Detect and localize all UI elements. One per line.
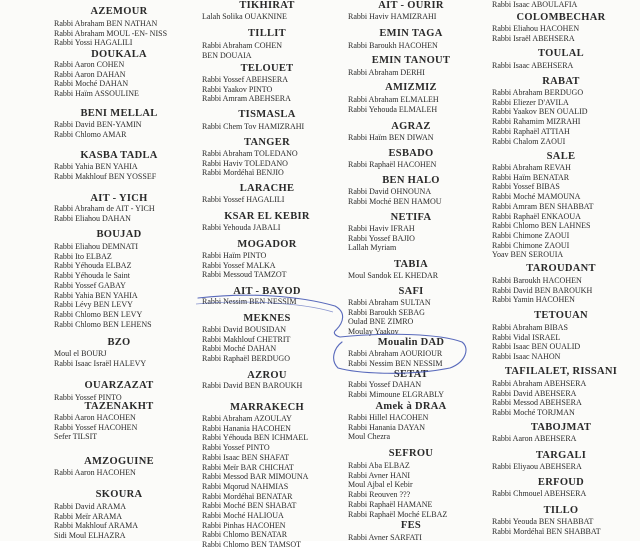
list-item: Rabbi Hanania HACOHEN [202,423,291,433]
list-item: Rabbi Chimone ZAOUI [492,230,570,240]
list-item: Rabbi Nessim BEN NESSIM [202,297,297,306]
name-list-tanger [202,149,338,178]
list-item: Sefer TILSIT [54,432,98,442]
name-list-agraz [348,133,480,143]
name-list-doukala [54,60,190,99]
list-item: Rabbi David ARAMA [54,502,126,511]
name-list-boujad [54,242,190,329]
list-item: Rabbi Eliezer D'AVILA [492,97,569,107]
city-heading-agraz: AGRAZ [391,121,431,132]
list-item: Rabbi Aaron COHEN [54,60,125,69]
city-heading-setat: SETAT [393,369,429,380]
list-item: Rabbi Moché HALIOUA [202,511,284,521]
list-item: Rabbi Yossef MALKA [202,260,276,270]
name-list-kasba-tadla [54,162,190,181]
list-item: Rabbi Abraham BIBAS [492,323,568,332]
list-item: Rabbi Baroukh HACOHEN [348,41,438,50]
name-list-tazenakht [54,413,190,442]
name-list-mogador [202,251,338,280]
list-item: Rabbi Moché DAHAN [202,344,277,354]
list-item: Rabbi David BEN-YAMIN [54,120,142,129]
list-item: Rabbi Mimoune ELGRABLY [348,389,445,399]
list-item: Rabbi Yamin HACOHEN [492,295,575,305]
name-list-azrou [202,381,338,391]
list-item: Rabbi Yeouda BEN SHABBAT [492,517,594,526]
city-heading-targali: TARGALI [535,450,587,461]
list-item: Rabbi Abraham TOLEDANO [202,149,298,158]
list-item: Rabbi Makhlouf BEN YOSSEF [54,171,157,181]
list-item: Rabbi Moché BEN HAMOU [348,196,442,206]
name-list-targali [492,462,636,472]
list-item: Rabbi Yossef BAJIO [348,233,415,243]
name-list-ben-halo [348,187,480,206]
city-heading-moualin-dad: Moualin DAD [377,337,445,348]
city-heading-telouet: TELOUET [240,63,294,74]
name-list-azemour [54,19,190,48]
list-item: Rabbi Yaakov BEN OUALID [492,107,588,117]
list-item: Moulay Yaakov [348,327,399,337]
list-item: Rabbi Raphaël Moché ELBAZ [348,509,448,519]
list-item: Yoav BEN SEROUIA [492,250,564,260]
list-item: Rabbi Nessim BEN NESSIM [348,358,443,368]
list-item: Moul Chezra [348,432,390,442]
city-heading-tafilalet-rissani: TAFILALET, RISSANI [504,366,618,377]
list-item: Rabbi Moché MAMOUNA [492,192,581,202]
list-item: Rabbi Avner HANI [348,470,411,480]
list-item: Rabbi Yehouda JABALI [202,223,281,232]
name-list-tikhirat [202,12,338,22]
list-item: Rabbi Aaron DAHAN [54,69,126,79]
city-heading-azrou: AZROU [247,370,287,381]
list-item: Rabbi Eliyaou ABEHSERA [492,462,582,471]
city-heading-netifa: NETIFA [390,212,432,223]
city-heading-esbado: ESBADO [388,148,434,159]
list-item: Rabbi Mordéhaï BENJIO [202,168,284,178]
list-item: Rabbi Haviv IFRAH [348,224,415,233]
list-item: Rabbi Makhlouf CHETRIT [202,334,291,344]
list-item: Rabbi Abraham de AIT - YICH [54,204,155,213]
list-item: Rabbi Chmouel ABEHSERA [492,489,587,498]
city-heading-tikhirat: TIKHIRAT [239,0,295,11]
list-item: Rabbi Isaac ABOULAFIA [492,0,578,9]
list-item: Rabbi Pinhas HACOHEN [202,520,286,530]
name-list-tillo [492,517,636,536]
list-item: Rabbi Chimone ZAOUI [492,240,570,250]
name-list-section [492,0,636,10]
city-heading-mogador: MOGADOR [237,239,297,250]
list-item: Rabbi Raphaël ENKAOUA [492,211,581,221]
list-item: Rabbi Amram ABEHSERA [202,94,291,104]
list-item: Rabbi Abraham COHEN [202,41,282,50]
city-heading-ouarzazat: OUARZAZAT [84,380,154,391]
list-item: Rabbi Chlomo BEN LEHENS [54,319,152,329]
list-item: Rabbi Yéhouda BEN ICHMAEL [202,433,309,443]
list-item: Rabbi Eliahou DEMNATI [54,242,138,251]
list-item: Rabbi Moché TORJMAN [492,408,575,418]
name-list-telouet [202,75,338,104]
list-item: Rabbi Yossef HAGALILI [202,195,285,204]
city-heading-larache: LARACHE [239,183,295,194]
city-heading-emin-taga: EMIN TAGA [379,28,443,39]
city-heading-ait-ourir: AIT - OURIR [378,0,444,11]
name-list-taroudant [492,276,636,305]
list-item: Rabbi Mqorud NAHMIAS [202,481,289,491]
list-item: Rabbi Baroukh SEBAG [348,307,425,317]
list-item: Rabbi Raphaël ATTIAH [492,126,570,136]
list-item: Rabbi Makhlouf ARAMA [54,521,138,531]
list-item: Rabbi Haïm BEN DIWAN [348,133,434,142]
list-item: Rabbi Vidal ISRAEL [492,332,561,342]
list-item: Rabbi Yahia BEN YAHIA [54,290,138,300]
list-item: Rabbi Yehouda ELMALEH [348,104,438,114]
list-item: Rabbi David OHNOUNA [348,187,432,196]
list-item: Rabbi Amram BEN SHABBAT [492,201,594,211]
list-item: Oulad BNE ZIMRO [348,317,414,327]
list-item: Rabbi Yossef PINTO [54,393,122,402]
list-item: Rabbi Raphaël BERDUGO [202,354,290,364]
name-list-emin-tanout [348,68,480,78]
list-item: Rabbi Chalom ZAOUI [492,136,566,146]
list-item: Rabbi Messoud TAMZOT [202,270,287,280]
list-item: Rabbi Isaac Israël HALEVY [54,358,147,368]
city-heading-sefrou: SEFROU [388,448,434,459]
list-item: BEN DOUAIA [202,50,252,60]
list-item: Rabbi Abraham SULTAN [348,298,431,307]
name-list-setat [348,380,480,399]
name-list-beni-mellal [54,120,190,139]
list-item: Lalah Solika OUAKNINE [202,12,287,21]
name-list-rabat [492,88,636,146]
city-heading-erfoud: ERFOUD [537,477,585,488]
list-item: Moul el BOURJ [54,349,107,358]
list-item: Rabbi Hanania DAYAN [348,422,426,432]
list-item: Rabbi Abraham BEN NATHAN [54,19,158,28]
city-heading-tillo: TILLO [543,505,579,516]
list-item: Rabbi Abraham REVAH [492,163,571,172]
city-heading-colombechar: COLOMBECHAR [516,12,606,23]
name-list-marrakech [202,414,338,550]
list-item: Rabbi Abraham ELMALEH [348,95,439,104]
list-item: Rabbi Chlomo BEN LEVY [54,309,143,319]
city-heading-meknes: MEKNES [243,313,291,324]
name-list-sale [492,163,636,260]
city-heading-fes: FES [400,520,422,531]
city-heading-ait-bayod: AIT - BAYOD [233,286,301,297]
list-item: Rabbi David BEN BAROUKH [492,285,593,295]
list-item: Moul Ajbal el Kebir [348,480,413,490]
list-item: Rabbi Mordéhaï BENATAR [202,491,293,501]
list-item: Rabbi Yossef ABEHSERA [202,75,289,84]
list-item: Rabbi Abraham BERDUGO [492,88,584,97]
list-item: Rabbi Isaac NAHON [492,352,561,362]
city-heading-skoura: SKOURA [95,489,143,500]
list-item: Rabbi Yossef PINTO [202,443,270,453]
list-item: Rabbi Haviv TOLEDANO [202,158,288,168]
city-heading-amek-draa: Amek à DRAA [375,401,447,412]
list-item: Rabbi Chlomo BEN TAMSOT [202,540,301,550]
name-list-tabia [348,271,480,281]
city-heading-tabojmat: TABOJMAT [530,422,592,433]
list-item: Rabbi David BEN BAROUKH [202,381,303,390]
list-item: Rabbi Abraham AOURIOUR [348,349,443,358]
name-list-tabojmat [492,434,636,444]
list-item: Rabbi Eliahou HACOHEN [492,24,580,33]
name-list-ait-bayod [202,297,338,307]
city-heading-beni-mellal: BENI MELLAL [80,108,158,119]
name-list-amzoguine [54,468,190,478]
list-item: Rabbi Moché BEN SHABAT [202,501,297,511]
name-list-moualin-dad [348,349,480,368]
list-item: Rabbi Yossef HACOHEN [54,422,138,432]
list-item: Lallah Myriam [348,243,397,253]
city-heading-doukala: DOUKALA [91,49,147,60]
name-list-skoura [54,502,190,541]
list-item: Rabbi Lévy BEN LEVY [54,300,133,310]
list-item: Rabbi Yossef BIBAS [492,182,560,192]
list-item: Rabbi Isaac ABEHSERA [492,61,574,70]
list-item: Rabbi Yéhouda le Saint [54,271,130,281]
list-item: Rabbi Haviv HAMIZRAHI [348,12,437,21]
name-list-netifa [348,224,480,253]
city-heading-tazenakht: TAZENAKHT [84,401,154,412]
list-item: Rabbi Baroukh HACOHEN [492,276,582,285]
list-item: Rabbi Raphaël HACOHEN [348,160,437,169]
city-heading-azemour: AZEMOUR [90,6,148,17]
list-item: Rabbi Aaron HACOHEN [54,468,136,477]
name-list-meknes [202,325,338,364]
list-item: Moul Sandok EL KHEDAR [348,271,439,280]
city-heading-bzo: BZO [107,337,131,348]
name-list-bzo [54,349,190,368]
list-item: Rabbi Mordéhaï BEN SHABBAT [492,526,601,536]
city-heading-rabat: RABAT [542,76,580,87]
name-list-sefrou [348,461,480,519]
list-item: Rabbi Meïr BAR CHICHAT [202,462,294,472]
list-item: Rabbi Ito ELBAZ [54,251,112,261]
city-heading-boujad: BOUJAD [96,229,142,240]
list-item: Rabbi Eliahou DAHAN [54,213,131,223]
list-item: Rabbi Abraham MOUL -EN- NISS [54,28,168,38]
name-list-erfoud [492,489,636,499]
city-heading-ben-halo: BEN HALO [382,175,440,186]
name-list-larache [202,195,338,205]
name-list-amizmiz [348,95,480,114]
city-heading-sale: SALE [546,151,576,162]
city-heading-taroudant: TAROUDANT [526,263,596,274]
list-item: Rabbi Aaron HACOHEN [54,413,136,422]
city-heading-tismasla: TISMASLA [238,109,296,120]
city-heading-tillit: TILLIT [248,28,286,39]
list-item: Rabbi Yossef DAHAN [348,380,422,389]
list-item: Sidi Moul ELHAZRA [54,531,126,541]
list-item: Rabbi Abraham AZOULAY [202,414,292,423]
list-item: Rabbi Yossef GABAY [54,280,126,290]
name-list-tillit [202,41,338,60]
list-item: Rabbi Chlomo BENATAR [202,530,288,540]
city-heading-amizmiz: AMIZMIZ [385,82,437,93]
city-heading-amzoguine: AMZOGUINE [84,456,154,467]
city-heading-tetouan: TETOUAN [534,310,588,321]
list-item: Rabbi Yaakov PINTO [202,84,273,94]
city-heading-safi: SAFI [398,286,424,297]
list-item: Rabbi Aaron ABEHSERA [492,434,577,443]
name-list-esbado [348,160,480,170]
city-heading-toulal: TOULAL [538,48,584,59]
list-item: Rabbi David ABEHSERA [492,388,577,398]
city-heading-ksar-el-kebir: KSAR EL KEBIR [224,211,310,222]
list-item: Rabbi Messod ABEHSERA [492,398,582,408]
city-heading-emin-tanout: EMIN TANOUT [371,55,451,66]
list-item: Rabbi Hillel HACOHEN [348,413,429,422]
list-item: Rabbi Raphaël HAMANE [348,499,433,509]
list-item: Rabbi Israël ABEHSERA [492,33,575,43]
name-list-toulal [492,61,636,71]
list-item: Rabbi Yossi HAGALILI [54,38,133,48]
list-item: Rabbi David BOUSIDAN [202,325,286,334]
name-list-fes [348,533,480,543]
list-item: Rabbi Reouven ??? [348,490,411,500]
list-item: Rabbi Haïm ASSOULINE [54,89,139,99]
name-list-ait-ourir [348,12,480,22]
list-item: Rabbi Haïm PINTO [202,251,267,260]
list-item: Rabbi Haïm BENATAR [492,172,570,182]
list-item: Rabbi Meïr ARAMA [54,511,122,521]
city-heading-kasba-tadla: KASBA TADLA [80,150,158,161]
name-list-tismasla [202,122,338,132]
name-list-tafilalet-rissani [492,379,636,418]
name-list-colombechar [492,24,636,43]
name-list-ait-yich [54,204,190,223]
list-item: Rabbi Chem Tov HAMIZRAHI [202,122,305,131]
name-list-emin-taga [348,41,480,51]
city-heading-ait-yich: AIT - YICH [90,193,148,204]
name-list-amek-draa [348,413,480,442]
list-item: Rabbi Chlomo AMAR [54,129,127,139]
list-item: Rabbi Yéhouda ELBAZ [54,261,132,271]
city-heading-tanger: TANGER [244,137,290,148]
name-list-tetouan [492,323,636,362]
name-list-safi [348,298,480,337]
list-item: Rabbi Avner SARFATI [348,533,422,542]
list-item: Rabbi Abraham ABEHSERA [492,379,587,388]
list-item: Rabbi Isaac BEN SHAFAT [202,452,290,462]
list-item: Rabbi Yahia BEN YAHIA [54,162,138,171]
list-item: Rabbi Rahamim MIZRAHI [492,117,581,127]
list-item: Rabbi Abraham DERHI [348,68,425,77]
name-list-ksar-el-kebir [202,223,338,233]
list-item: Rabbi Moché DAHAN [54,79,129,89]
list-item: Rabbi Messod BAR MIMOUNA [202,472,309,482]
city-heading-marrakech: MARRAKECH [230,402,304,413]
list-item: Rabbi Isaac BEN OUALID [492,342,581,352]
list-item: Rabbi Aba ELBAZ [348,461,410,470]
list-item: Rabbi Chlomo BEN LAHNES [492,221,591,231]
city-heading-tabia: TABIA [394,259,428,270]
